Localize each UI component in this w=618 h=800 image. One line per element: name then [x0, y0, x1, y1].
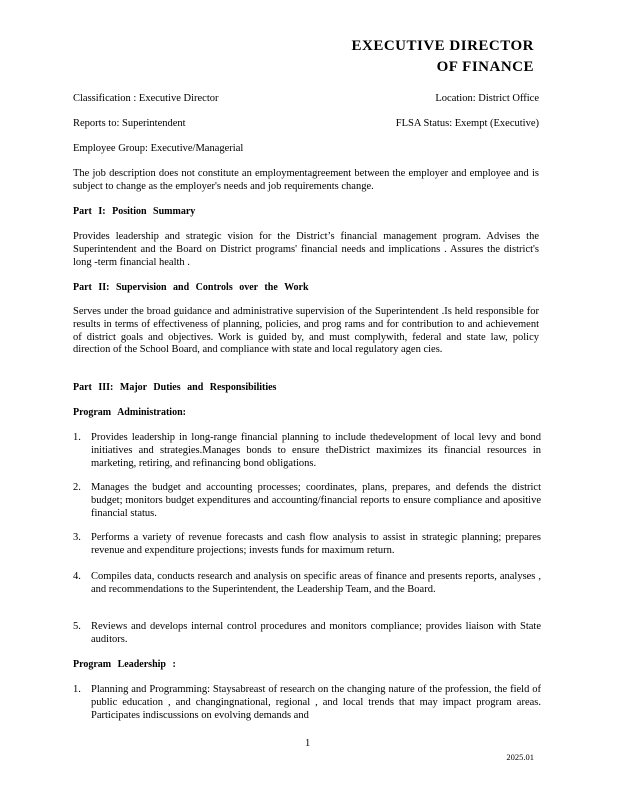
employee-group: Employee Group: Executive/Managerial	[73, 143, 244, 154]
flsa-status: FLSA Status: Exempt (Executive)	[395, 118, 539, 129]
list-item-text: Manages the budget and accounting processes; coordinates, plans, prepares, and defends the district budget; monitors budget expenditures and accounting/financial reports to ensure compliance and apositive financial status.	[91, 482, 541, 519]
list-item	[73, 571, 541, 597]
list-item-text: Compiles data, conducts research and analysis on specific areas of finance and presents reports, analyses , and recommendations to the Superintendent, the Leadership Team, and the Board.	[91, 571, 541, 595]
document-title	[351, 36, 534, 78]
list-item	[73, 621, 541, 647]
intro-paragraph: The job description does not constitute an employmentagreement between the employer and employee and is subject to change as the employer's needs and job requirements change.	[73, 168, 539, 192]
classification: Classification : Executive Director	[73, 93, 219, 104]
meta-row-3	[73, 142, 539, 156]
list-item-text: Reviews and develops internal control procedures and monitors compliance; provides liaison with State auditors.	[91, 621, 541, 645]
title-line-1: EXECUTIVE DIRECTOR	[351, 38, 534, 54]
list-item-number: 2.	[73, 482, 81, 493]
part3-heading: Part III: Major Duties and Responsibilities	[73, 382, 277, 393]
list-item-number: 3.	[73, 532, 81, 543]
list-item-number: 1.	[73, 432, 81, 443]
part1-heading: Part I: Position Summary	[73, 206, 196, 217]
list-item-number: 5.	[73, 621, 81, 632]
part2-heading: Part II: Supervision and Controls over the Work	[73, 282, 309, 293]
list-item-number: 1.	[73, 684, 81, 695]
list-item-number: 4.	[73, 571, 81, 582]
list-item	[73, 684, 541, 722]
location: Location: District Office	[435, 93, 539, 104]
list-item-text: Performs a variety of revenue forecasts and cash flow analysis to assist in strategic planning; prepares revenue and expenditure projections; invests funds for maximum return.	[91, 532, 541, 556]
version-label: 2025.01	[506, 752, 534, 762]
list-item	[73, 482, 541, 520]
meta-row-1	[73, 92, 539, 106]
page-number: 1	[305, 738, 311, 749]
title-line-2: OF FINANCE	[436, 59, 534, 75]
list-item	[73, 532, 541, 558]
list-item	[73, 432, 541, 470]
program-administration-heading: Program Administration:	[73, 407, 186, 418]
list-item-text: Provides leadership in long-range financial planning to include thedevelopment of local levy and bond initiatives and strategies.Manages bonds to ensure theDistrict maximizes its financial resources in marketing, retiring, and refinancing bond obligations.	[91, 432, 541, 469]
part2-text: Serves under the broad guidance and administrative supervision of the Superintendent .Is held responsible for results in terms of effectiveness of planning, policies, and prog rams and for contribution to and achievement of district goals and objectives. Work is guided by, and must complywith, federal and state law, policy direction of the School Board, and compliance with state and local regulatory agen cies.	[73, 306, 539, 356]
reports-to: Reports to: Superintendent	[73, 118, 186, 129]
program-leadership-heading: Program Leadership :	[73, 659, 176, 670]
part1-text: Provides leadership and strategic vision for the District’s financial management program. Advises the Superintendent and the Board on District programs' financial needs and implications . Assures the district's long -term financial health .	[73, 231, 539, 268]
meta-row-2	[73, 117, 539, 131]
list-item-text: Planning and Programming: Staysabreast of research on the changing nature of the profession, the field of public education , and changingnational, regional , and local trends that may impact program areas. Participates indiscussions on evolving demands and	[91, 684, 541, 721]
